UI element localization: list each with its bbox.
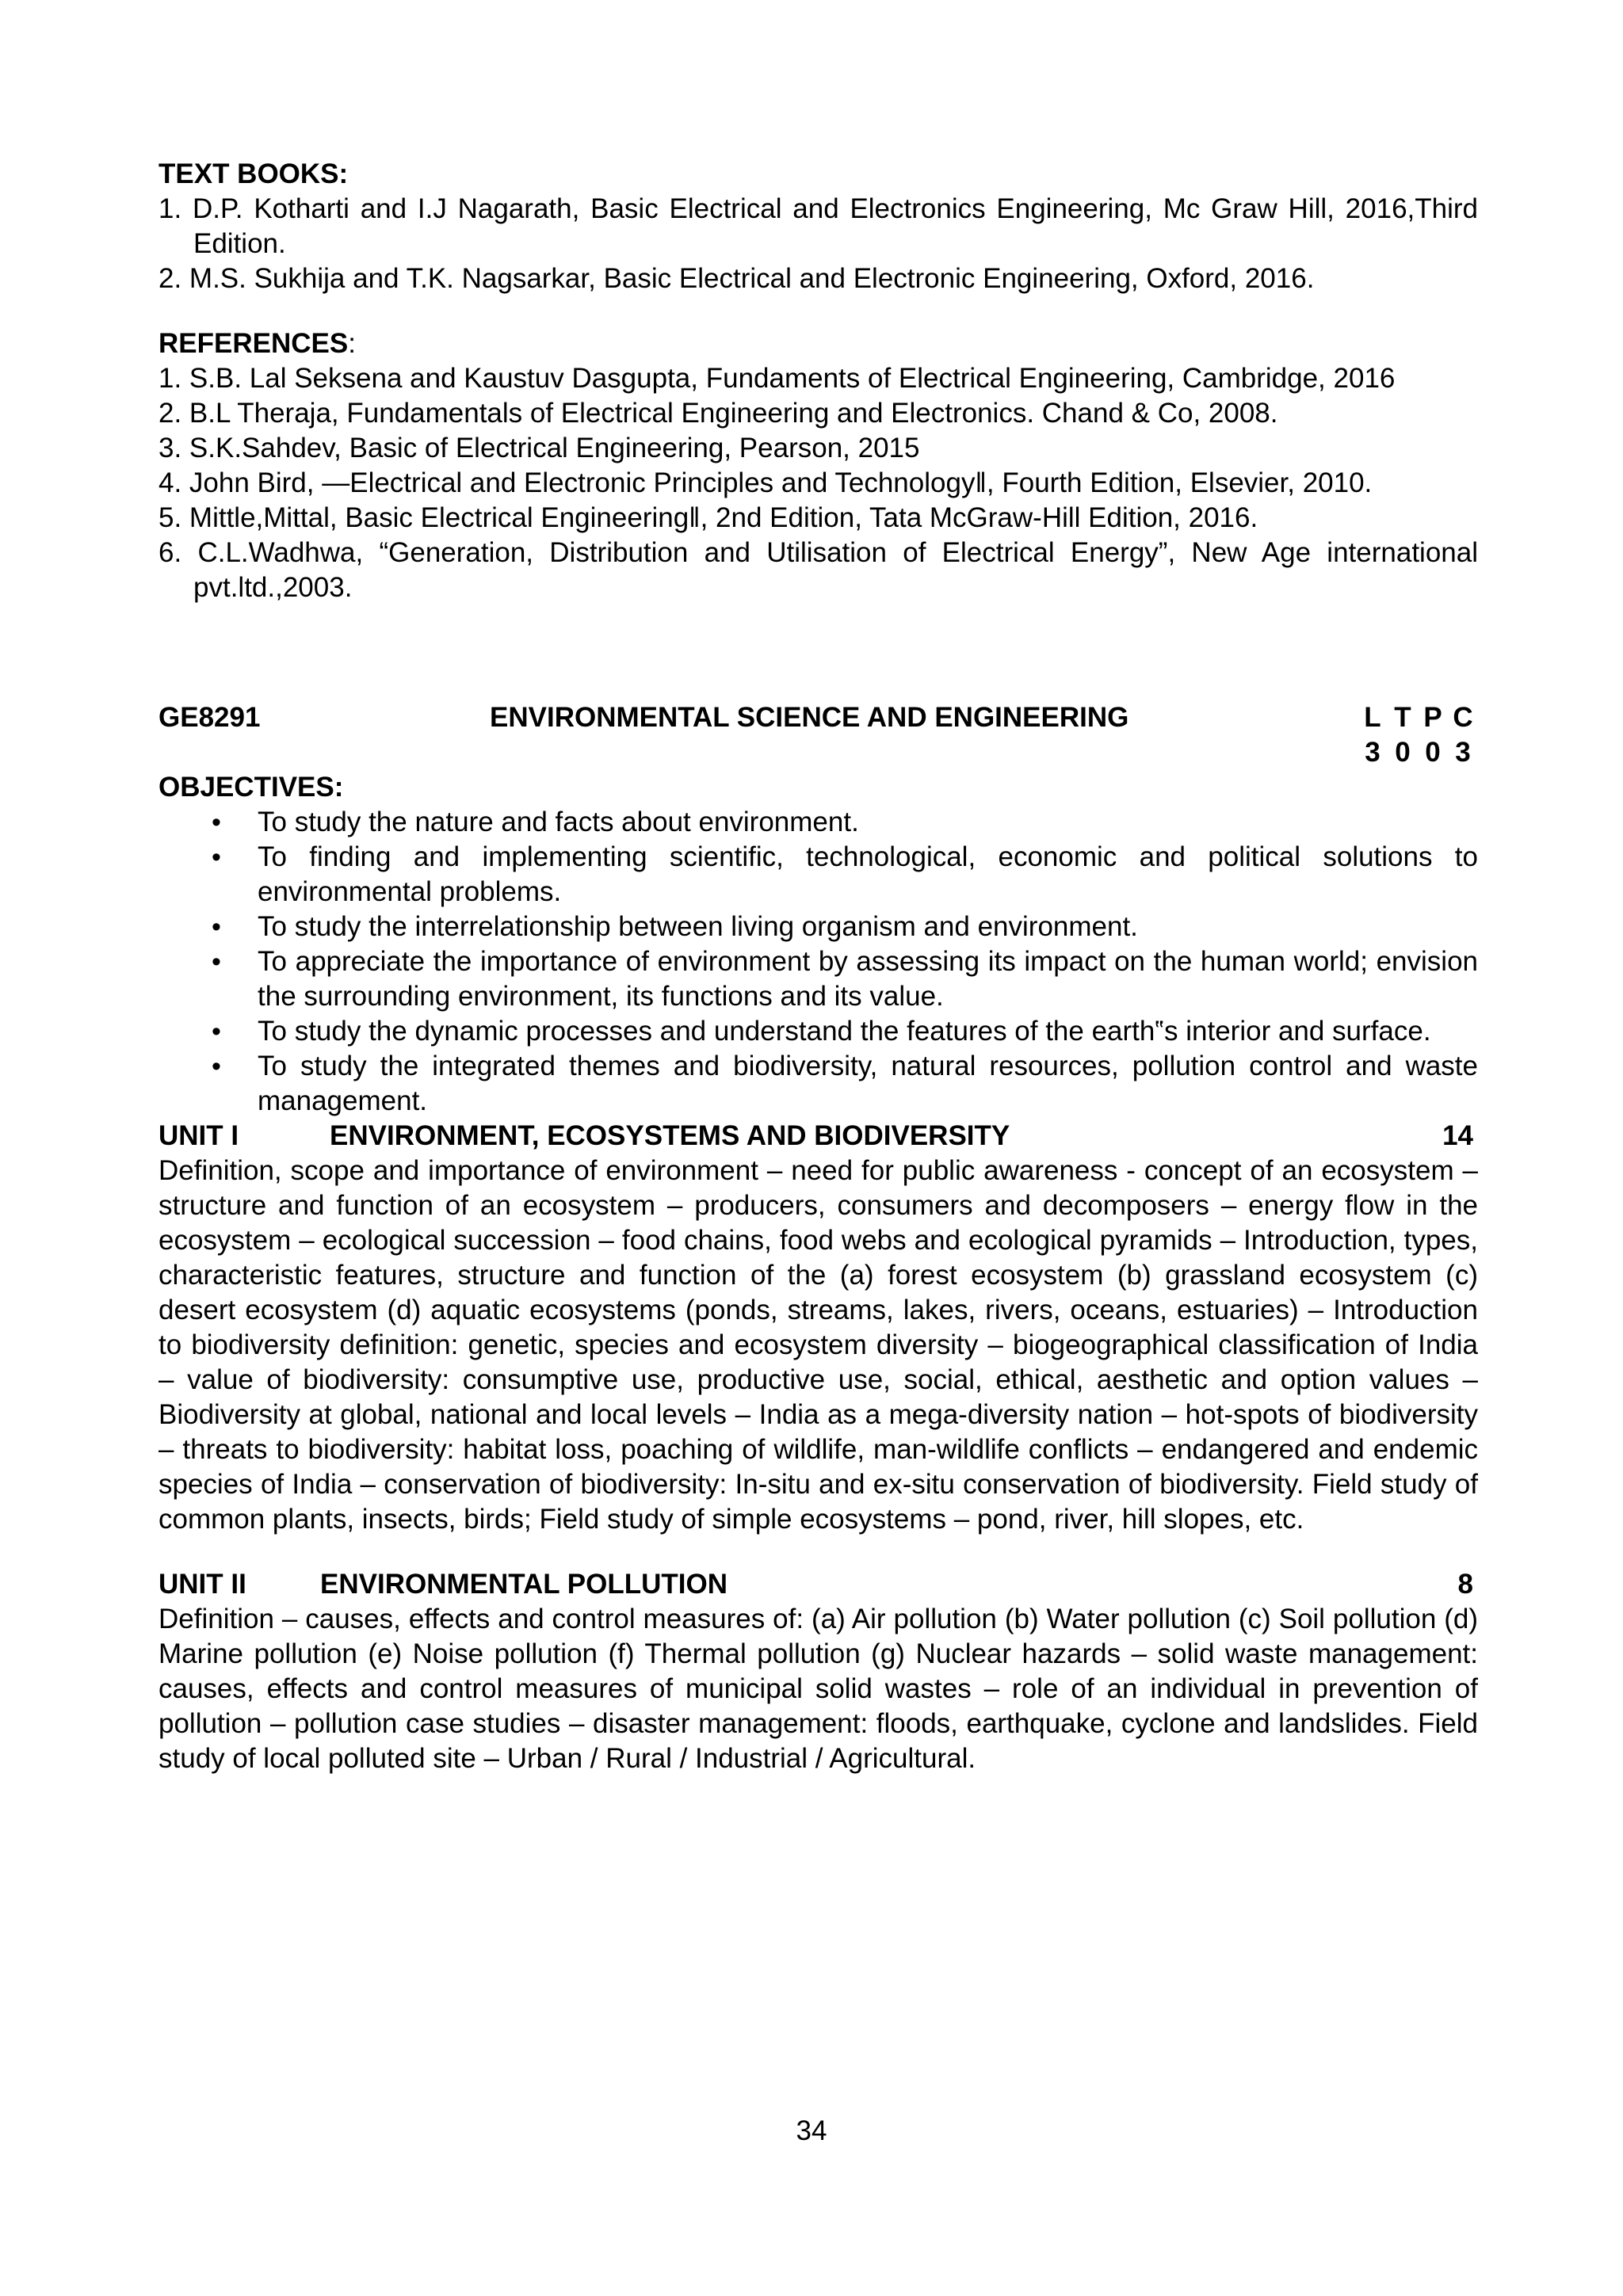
references-list bbox=[158, 361, 1478, 605]
reference-item: 5. Mittle,Mittal, Basic Electrical Engineering‖, 2nd Edition, Tata McGraw-Hill Edition, 2016. bbox=[158, 502, 1258, 533]
references-heading-text: REFERENCES bbox=[158, 328, 349, 359]
ltpc-values bbox=[1358, 735, 1478, 770]
objectives-heading: OBJECTIVES: bbox=[158, 772, 344, 803]
course-credits-row bbox=[158, 735, 1478, 770]
ltpc-value-p: 0 bbox=[1425, 737, 1441, 768]
ltpc-label-c: C bbox=[1453, 702, 1473, 733]
unit-1-title: ENVIRONMENT, ECOSYSTEMS AND BIODIVERSITY bbox=[330, 1120, 1010, 1151]
unit-2-title: ENVIRONMENTAL POLLUTION bbox=[320, 1569, 727, 1600]
ltpc-value-l: 3 bbox=[1365, 737, 1381, 768]
reference-item: 6. C.L.Wadhwa, “Generation, Distribution and Utilisation of Electrical Energy”, New Age international pvt.ltd.,2003. bbox=[158, 537, 1478, 603]
objectives-list bbox=[158, 805, 1478, 1119]
objective-item: • To study the integrated themes and biodiversity, natural resources, pollution control and waste management. bbox=[258, 1049, 1478, 1119]
unit-1-header bbox=[158, 1119, 1478, 1154]
objective-item: • To appreciate the importance of environment by assessing its impact on the human world; envision the surrounding environment, its functions and its value. bbox=[258, 944, 1478, 1014]
ltpc-label-t: T bbox=[1394, 702, 1411, 733]
unit-1-body: Definition, scope and importance of environment – need for public awareness - concept of an ecosystem – structure and function of an ecosystem – producers, consumers and decomposers – energy flow in the ecosystem – ecological succession – food chains, food webs and ecological pyramids – Introduction, types, characteristic features, structure and function of the (a) forest ecosystem (b) grassland ecosystem (c) desert ecosystem (d) aquatic ecosystems (ponds, streams, lakes, rivers, oceans, estuaries) – Introduction to biodiversity definition: genetic, species and ecosystem diversity – biogeographical classification of India – value of biodiversity: consumptive use, productive use, social, ethical, aesthetic and option values – Biodiversity at global, national and local levels – India as a mega-diversity nation – hot-spots of biodiversity – threats to biodiversity: habitat loss, poaching of wildlife, man-wildlife conflicts – endangered and endemic species of India – conservation of biodiversity: In-situ and ex-situ conservation of biodiversity. Field study of common plants, insects, birds; Field study of simple ecosystems – pond, river, hill slopes, etc. bbox=[158, 1155, 1478, 1535]
unit-2-label: UNIT II bbox=[158, 1569, 246, 1600]
page-content bbox=[158, 157, 1478, 1776]
reference-item: 1. S.B. Lal Seksena and Kaustuv Dasgupta, Fundaments of Electrical Engineering, Cambridge, 2016 bbox=[158, 363, 1396, 394]
reference-item: 4. John Bird, ―Electrical and Electronic Principles and Technology‖, Fourth Edition, Elsevier, 2010. bbox=[158, 467, 1373, 498]
references-heading-colon: : bbox=[348, 328, 356, 359]
ltpc-labels bbox=[1358, 700, 1478, 735]
reference-item: 3. S.K.Sahdev, Basic of Electrical Engineering, Pearson, 2015 bbox=[158, 433, 920, 463]
objective-item: • To study the dynamic processes and understand the features of the earth‟s interior and surface. bbox=[258, 1014, 1478, 1049]
unit-1-label: UNIT I bbox=[158, 1120, 239, 1151]
ltpc-value-c: 3 bbox=[1455, 737, 1471, 768]
unit-2-header bbox=[158, 1567, 1478, 1602]
page-number: 34 bbox=[796, 2115, 827, 2146]
unit-1-hours: 14 bbox=[1442, 1120, 1473, 1151]
reference-item: 2. B.L Theraja, Fundamentals of Electrical Engineering and Electronics. Chand & Co, 2008. bbox=[158, 398, 1278, 429]
course-title: ENVIRONMENTAL SCIENCE AND ENGINEERING bbox=[490, 702, 1129, 733]
references-heading bbox=[158, 326, 1478, 361]
unit-2-hours: 8 bbox=[1457, 1569, 1473, 1600]
text-books-heading: TEXT BOOKS: bbox=[158, 158, 349, 189]
ltpc-label-l: L bbox=[1364, 702, 1381, 733]
objective-item: • To study the nature and facts about environment. bbox=[258, 805, 1478, 840]
text-book-item: 2. M.S. Sukhija and T.K. Nagsarkar, Basic Electrical and Electronic Engineering, Oxford, 2016. bbox=[158, 263, 1315, 294]
objective-item: • To finding and implementing scientific, technological, economic and political solutions to environmental problems. bbox=[258, 840, 1478, 910]
course-code: GE8291 bbox=[158, 702, 261, 733]
objective-item: • To study the interrelationship between living organism and environment. bbox=[258, 910, 1478, 944]
text-book-item: 1. D.P. Kotharti and I.J Nagarath, Basic Electrical and Electronics Engineering, Mc Graw Hill, 2016,Third Edition. bbox=[158, 193, 1478, 259]
ltpc-value-t: 0 bbox=[1395, 737, 1411, 768]
unit-2-body: Definition – causes, effects and control measures of: (a) Air pollution (b) Water pollution (c) Soil pollution (d) Marine pollution (e) Noise pollution (f) Thermal pollution (g) Nuclear hazards – solid waste management: causes, effects and control measures of municipal solid wastes – role of an individual in prevention of pollution – pollution case studies – disaster management: floods, earthquake, cyclone and landslides. Field study of local polluted site – Urban / Rural / Industrial / Agricultural. bbox=[158, 1604, 1478, 1774]
ltpc-label-p: P bbox=[1423, 702, 1442, 733]
course-header bbox=[158, 700, 1478, 735]
text-books-list bbox=[158, 192, 1478, 296]
